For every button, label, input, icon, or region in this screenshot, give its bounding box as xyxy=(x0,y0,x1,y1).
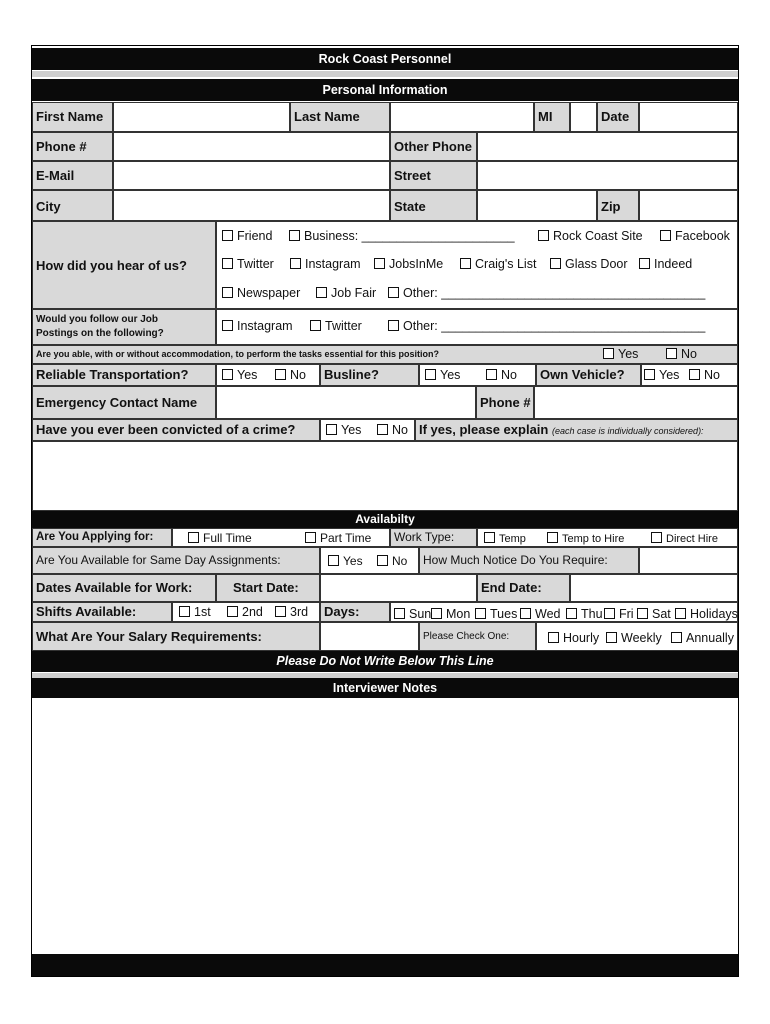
temp-option[interactable]: Temp xyxy=(484,531,526,547)
hear-newspaper-option[interactable]: Newspaper xyxy=(222,285,300,301)
checkbox[interactable] xyxy=(425,369,436,380)
start-date-input[interactable] xyxy=(320,574,477,602)
company-title-bar xyxy=(32,48,738,70)
same-day-label: Are You Available for Same Day Assignments: xyxy=(32,547,320,574)
other-phone-input[interactable] xyxy=(477,132,738,161)
checkbox[interactable] xyxy=(550,258,561,269)
crime-yes-option[interactable]: Yes xyxy=(326,422,361,438)
state-input[interactable] xyxy=(477,190,597,221)
checkbox[interactable] xyxy=(388,320,399,331)
follow-label: Would you follow our Job Postings on the following? xyxy=(32,309,216,345)
first-name-input[interactable] xyxy=(113,102,290,132)
hourly-option[interactable]: Hourly xyxy=(548,630,599,646)
work-type-label: Work Type: xyxy=(390,528,477,547)
zip-label: Zip xyxy=(597,190,639,221)
direct-hire-option[interactable]: Direct Hire xyxy=(651,531,718,547)
hear-friend-option[interactable]: Friend xyxy=(222,228,272,244)
phone-input[interactable] xyxy=(113,132,390,161)
follow-twitter-option[interactable]: Twitter xyxy=(310,318,362,334)
checkbox[interactable] xyxy=(328,555,339,566)
date-label: Date xyxy=(597,102,639,132)
phone-label: Phone # xyxy=(32,132,113,161)
checkbox[interactable] xyxy=(388,287,399,298)
city-input[interactable] xyxy=(113,190,390,221)
checkbox[interactable] xyxy=(377,424,388,435)
day-holidays-option[interactable]: Holidays xyxy=(675,606,738,622)
hear-rock-coast-option[interactable]: Rock Coast Site xyxy=(538,228,643,244)
mi-input[interactable] xyxy=(570,102,597,132)
day-fri-option[interactable]: Fri xyxy=(604,606,634,622)
checkbox[interactable] xyxy=(316,287,327,298)
checkbox[interactable] xyxy=(603,348,614,359)
checkbox[interactable] xyxy=(547,532,558,543)
salary-label: What Are Your Salary Requirements: xyxy=(32,622,320,651)
checkbox[interactable] xyxy=(484,532,495,543)
checkbox[interactable] xyxy=(227,606,238,617)
ability-no-option[interactable]: No xyxy=(666,346,697,362)
do-not-write-bar xyxy=(32,651,738,672)
personal-info-bar xyxy=(32,79,738,101)
do-not-write-text: Please Do Not Write Below This Line xyxy=(276,654,494,668)
annually-option[interactable]: Annually xyxy=(671,630,734,646)
same-day-no-option[interactable]: No xyxy=(377,553,407,569)
separator xyxy=(32,71,738,77)
checkbox[interactable] xyxy=(275,369,286,380)
ability-yes-option[interactable]: Yes xyxy=(603,346,638,362)
checkbox[interactable] xyxy=(222,287,233,298)
checkbox[interactable] xyxy=(548,632,559,643)
email-label: E-Mail xyxy=(32,161,113,190)
checkbox[interactable] xyxy=(305,532,316,543)
emergency-phone-label: Phone # xyxy=(476,386,534,419)
checkbox[interactable] xyxy=(377,555,388,566)
checkbox[interactable] xyxy=(606,632,617,643)
crime-question: Have you ever been convicted of a crime? xyxy=(32,419,320,441)
day-thu-option[interactable]: Thu xyxy=(566,606,603,622)
same-day-yes-option[interactable]: Yes xyxy=(328,553,363,569)
dates-available-label: Dates Available for Work: xyxy=(32,574,216,602)
state-label: State xyxy=(390,190,477,221)
first-name-label: First Name xyxy=(32,102,113,132)
emergency-contact-input[interactable] xyxy=(216,386,476,419)
hear-glassdoor-option[interactable]: Glass Door xyxy=(550,256,628,272)
reliable-transport-label: Reliable Transportation? xyxy=(32,364,216,386)
email-input[interactable] xyxy=(113,161,390,190)
checkbox[interactable] xyxy=(538,230,549,241)
checkbox[interactable] xyxy=(222,230,233,241)
availability-bar xyxy=(32,511,738,528)
day-mon-option[interactable]: Mon xyxy=(431,606,470,622)
follow-instagram-option[interactable]: Instagram xyxy=(222,318,293,334)
checkbox[interactable] xyxy=(604,608,615,619)
availability-title: Availabilty xyxy=(355,512,415,526)
checkbox[interactable] xyxy=(179,606,190,617)
checkbox[interactable] xyxy=(188,532,199,543)
checkbox[interactable] xyxy=(374,258,385,269)
checkbox[interactable] xyxy=(290,258,301,269)
last-name-input[interactable] xyxy=(390,102,534,132)
check-one-label: Please Check One: xyxy=(419,622,536,651)
follow-other-option[interactable]: Other: ______________________________________ xyxy=(388,318,705,334)
end-date-input[interactable] xyxy=(570,574,738,602)
other-phone-label: Other Phone xyxy=(390,132,477,161)
checkbox[interactable] xyxy=(222,320,233,331)
shift-1st-option[interactable]: 1st xyxy=(179,604,211,620)
reliable-yes-option[interactable]: Yes xyxy=(222,367,257,383)
street-label: Street xyxy=(390,161,477,190)
days-label: Days: xyxy=(320,602,390,622)
crime-explanation-input[interactable] xyxy=(32,441,738,511)
checkbox[interactable] xyxy=(486,369,497,380)
busline-label: Busline? xyxy=(320,364,419,386)
hear-jobfair-option[interactable]: Job Fair xyxy=(316,285,376,301)
shift-2nd-option[interactable]: 2nd xyxy=(227,604,263,620)
company-title: Rock Coast Personnel xyxy=(318,52,452,66)
hear-indeed-option[interactable]: Indeed xyxy=(639,256,692,272)
day-wed-option[interactable]: Wed xyxy=(520,606,560,622)
notice-label: How Much Notice Do You Require: xyxy=(419,547,639,574)
applying-for-label: Are You Applying for: xyxy=(32,528,172,547)
part-time-option[interactable]: Part Time xyxy=(305,530,371,546)
checkbox[interactable] xyxy=(310,320,321,331)
checkbox[interactable] xyxy=(566,608,577,619)
hear-jobsinme-option[interactable]: JobsInMe xyxy=(374,256,443,272)
bottom-bar xyxy=(32,954,738,977)
checkbox[interactable] xyxy=(326,424,337,435)
salary-input[interactable] xyxy=(320,622,419,651)
hear-other-option[interactable]: Other: ______________________________________ xyxy=(388,285,705,301)
vehicle-no-option[interactable]: No xyxy=(689,367,720,383)
street-input[interactable] xyxy=(477,161,738,190)
reliable-no-option[interactable]: No xyxy=(275,367,306,383)
notice-input[interactable] xyxy=(639,547,738,574)
vehicle-yes-option[interactable]: Yes xyxy=(644,367,679,383)
hear-instagram-option[interactable]: Instagram xyxy=(290,256,361,272)
checkbox[interactable] xyxy=(222,369,233,380)
busline-no-option[interactable]: No xyxy=(486,367,517,383)
checkbox[interactable] xyxy=(666,348,677,359)
checkbox[interactable] xyxy=(275,606,286,617)
start-date-label: Start Date: xyxy=(216,574,320,602)
section-title: Personal Information xyxy=(322,83,448,97)
interviewer-notes-bar xyxy=(32,678,738,698)
checkbox[interactable] xyxy=(651,532,662,543)
crime-no-option[interactable]: No xyxy=(377,422,408,438)
date-input[interactable] xyxy=(639,102,738,132)
emergency-phone-input[interactable] xyxy=(534,386,738,419)
checkbox[interactable] xyxy=(475,608,486,619)
ability-question: Are you able, with or without accommodation, to perform the tasks essential for this position? xyxy=(32,345,738,364)
last-name-label: Last Name xyxy=(290,102,390,132)
checkbox[interactable] xyxy=(460,258,471,269)
end-date-label: End Date: xyxy=(477,574,570,602)
checkbox[interactable] xyxy=(660,230,671,241)
checkbox[interactable] xyxy=(520,608,531,619)
city-label: City xyxy=(32,190,113,221)
own-vehicle-label: Own Vehicle? xyxy=(536,364,641,386)
weekly-option[interactable]: Weekly xyxy=(606,630,662,646)
full-time-option[interactable]: Full Time xyxy=(188,530,252,546)
checkbox[interactable] xyxy=(394,608,405,619)
interviewer-notes-area[interactable] xyxy=(32,698,738,954)
checkbox[interactable] xyxy=(289,230,300,241)
busline-yes-option[interactable]: Yes xyxy=(425,367,460,383)
checkbox[interactable] xyxy=(689,369,700,380)
shift-3rd-option[interactable]: 3rd xyxy=(275,604,308,620)
day-sat-option[interactable]: Sat xyxy=(637,606,671,622)
checkbox[interactable] xyxy=(644,369,655,380)
checkbox[interactable] xyxy=(431,608,442,619)
hear-label: How did you hear of us? xyxy=(32,221,216,309)
zip-input[interactable] xyxy=(639,190,738,221)
checkbox[interactable] xyxy=(675,608,686,619)
hear-twitter-option[interactable]: Twitter xyxy=(222,256,274,272)
hear-business-option[interactable]: Business: ______________________ xyxy=(289,228,515,244)
checkbox[interactable] xyxy=(639,258,650,269)
hear-craigslist-option[interactable]: Craig's List xyxy=(460,256,536,272)
checkbox[interactable] xyxy=(671,632,682,643)
mi-label: MI xyxy=(534,102,570,132)
interviewer-notes-title: Interviewer Notes xyxy=(332,681,438,695)
application-form xyxy=(31,45,739,977)
crime-explain-label: If yes, please explain (each case is individually considered): xyxy=(415,419,738,441)
temp-to-hire-option[interactable]: Temp to Hire xyxy=(547,531,624,547)
hear-facebook-option[interactable]: Facebook xyxy=(660,228,730,244)
shifts-label: Shifts Available: xyxy=(32,602,172,622)
checkbox[interactable] xyxy=(222,258,233,269)
emergency-contact-label: Emergency Contact Name xyxy=(32,386,216,419)
day-tues-option[interactable]: Tues xyxy=(475,606,517,622)
day-sun-option[interactable]: Sun xyxy=(394,606,431,622)
checkbox[interactable] xyxy=(637,608,648,619)
